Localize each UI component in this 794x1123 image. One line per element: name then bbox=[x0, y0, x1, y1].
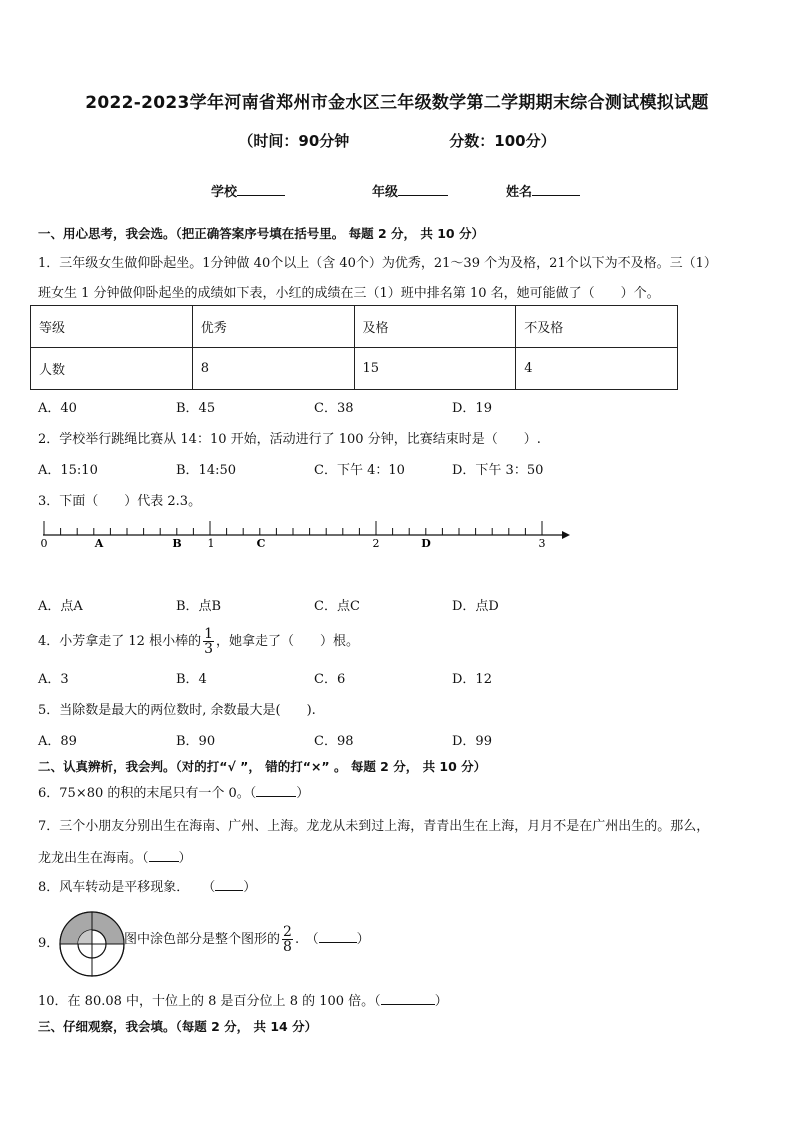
point-label-d: D bbox=[421, 537, 431, 550]
grade-field[interactable] bbox=[372, 181, 448, 200]
table-header-cell: 及格 bbox=[354, 306, 516, 348]
name-field[interactable] bbox=[506, 181, 580, 200]
number-line-ticks bbox=[44, 521, 542, 535]
fraction-numerator: 2 bbox=[283, 924, 292, 940]
q8-answer-blank[interactable] bbox=[215, 878, 243, 891]
table-cell: 15 bbox=[354, 348, 516, 390]
q3-option-a[interactable]: A．点A bbox=[38, 599, 83, 614]
q1-option-a[interactable]: A．40 bbox=[38, 401, 77, 416]
table-row bbox=[31, 348, 678, 390]
q7-line1: 7．三个小朋友分别出生在海南、广州、上海。龙龙从未到过上海，青青出生在上海，月月不是在广州出生的。那么， bbox=[38, 819, 710, 834]
q1-option-d[interactable]: D．19 bbox=[452, 401, 492, 416]
q4-option-c[interactable]: C．6 bbox=[314, 672, 346, 687]
q2-text: 2．学校举行跳绳比赛从 14：10 开始，活动进行了 100 分钟，比赛结束时是（ ）. bbox=[38, 432, 541, 447]
q2-option-a[interactable]: A．15:10 bbox=[38, 463, 98, 478]
q6-text bbox=[38, 782, 309, 801]
page-title: 2022-2023学年河南省郑州市金水区三年级数学第二学期期末综合测试模拟试题 bbox=[85, 93, 709, 113]
name-label: 姓名 bbox=[506, 185, 533, 200]
fraction-denominator: 3 bbox=[204, 641, 213, 657]
table-cell: 8 bbox=[192, 348, 354, 390]
q7-paren-close: ） bbox=[178, 851, 192, 866]
q9-text bbox=[124, 918, 370, 962]
section1-heading: 一、用心思考，我会选。（把正确答案序号填在括号里。 每题 2 分， 共 10 分） bbox=[38, 226, 484, 241]
q10-text bbox=[38, 990, 448, 1009]
q4-after: ，她拿走了（ ）根。 bbox=[216, 634, 360, 649]
q10-paren-close: ） bbox=[434, 994, 448, 1009]
school-label: 学校 bbox=[211, 185, 238, 200]
table-header-cell: 不及格 bbox=[516, 306, 678, 348]
tick-label-1: 1 bbox=[207, 537, 215, 550]
q2-option-d[interactable]: D．下午 3：50 bbox=[452, 463, 544, 478]
section2-heading: 二、认真辨析，我会判。（对的打“√ ”， 错的打“×” 。 每题 2 分， 共 10 分） bbox=[38, 759, 487, 774]
tick-label-0: 0 bbox=[40, 537, 48, 550]
table-row bbox=[31, 306, 678, 348]
q5-option-b[interactable]: B．90 bbox=[176, 734, 216, 749]
q1-line1: 1．三年级女生做仰卧起坐。1分钟做 40个以上（含 40个）为优秀，21～39 个为及格，21个以下为不及格。三（1） bbox=[38, 256, 717, 271]
q4-before: 4．小芳拿走了 12 根小棒的 bbox=[38, 634, 202, 649]
q4-fraction bbox=[203, 627, 214, 656]
exam-meta bbox=[0, 130, 794, 151]
table-cell: 4 bbox=[516, 348, 678, 390]
q8-text bbox=[38, 876, 256, 895]
q9-fraction bbox=[282, 925, 293, 954]
q7-answer-blank[interactable] bbox=[149, 849, 179, 862]
q4-text bbox=[38, 622, 359, 662]
q1-option-c[interactable]: C．38 bbox=[314, 401, 354, 416]
q5-option-a[interactable]: A．89 bbox=[38, 734, 77, 749]
arrow-icon bbox=[562, 531, 570, 539]
q6-paren-close: ） bbox=[296, 786, 310, 801]
fraction-denominator: 8 bbox=[283, 939, 292, 955]
tick-label-2: 2 bbox=[372, 537, 380, 550]
q4-option-d[interactable]: D．12 bbox=[452, 672, 492, 687]
q10-statement: 10．在 80.08 中，十位上的 8 是百分位上 8 的 100 倍。（ bbox=[38, 994, 381, 1009]
q2-option-c[interactable]: C．下午 4：10 bbox=[314, 463, 405, 478]
q5-text: 5．当除数是最大的两位数时, 余数最大是( ). bbox=[38, 703, 316, 718]
q3-text: 3．下面（ ）代表 2.3。 bbox=[38, 494, 202, 509]
q9-circle-figure bbox=[58, 910, 126, 978]
q1-line2: 班女生 1 分钟做仰卧起坐的成绩如下表，小红的成绩在三（1）班中排名第 10 名，她可能做了（ ）个。 bbox=[38, 286, 660, 301]
table-cell: 人数 bbox=[31, 348, 193, 390]
q3-option-b[interactable]: B．点B bbox=[176, 599, 222, 614]
grade-label: 年级 bbox=[372, 185, 399, 200]
table-header-cell: 优秀 bbox=[192, 306, 354, 348]
q6-statement: 6．75×80 的积的末尾只有一个 0。（ bbox=[38, 786, 257, 801]
point-label-c: C bbox=[256, 537, 266, 550]
q8-paren-close: ） bbox=[243, 880, 257, 895]
q4-option-a[interactable]: A．3 bbox=[38, 672, 69, 687]
q6-answer-blank[interactable] bbox=[256, 784, 296, 797]
q3-option-c[interactable]: C．点C bbox=[314, 599, 360, 614]
q5-option-d[interactable]: D．99 bbox=[452, 734, 492, 749]
q5-option-c[interactable]: C．98 bbox=[314, 734, 354, 749]
number-line bbox=[30, 515, 570, 555]
q10-answer-blank[interactable] bbox=[381, 992, 435, 1005]
q9-after: . （ bbox=[294, 932, 319, 947]
school-field[interactable] bbox=[211, 181, 285, 200]
exam-time: （时间：90分钟 bbox=[238, 132, 350, 150]
q9-paren-close: ） bbox=[356, 932, 370, 947]
point-label-b: B bbox=[172, 537, 182, 550]
q9-number: 9． bbox=[38, 936, 60, 951]
exam-score: 分数：100分） bbox=[449, 132, 556, 150]
q4-option-b[interactable]: B．4 bbox=[176, 672, 207, 687]
q9-answer-blank[interactable] bbox=[319, 930, 357, 943]
section3-heading: 三、仔细观察，我会填。（每题 2 分， 共 14 分） bbox=[38, 1019, 318, 1034]
tick-label-3: 3 bbox=[538, 537, 546, 550]
q8-statement: 8．风车转动是平移现象． （ bbox=[38, 880, 216, 895]
q7-statement: 龙龙出生在海南。（ bbox=[38, 851, 149, 866]
fraction-numerator: 1 bbox=[204, 626, 213, 642]
q3-option-d[interactable]: D．点D bbox=[452, 599, 499, 614]
table-header-cell: 等级 bbox=[31, 306, 193, 348]
q9-statement: 图中涂色部分是整个图形的 bbox=[124, 932, 281, 947]
q7-line2 bbox=[38, 847, 192, 866]
q2-option-b[interactable]: B．14:50 bbox=[176, 463, 237, 478]
grade-table bbox=[30, 305, 678, 390]
point-label-a: A bbox=[94, 537, 104, 550]
q1-option-b[interactable]: B．45 bbox=[176, 401, 216, 416]
